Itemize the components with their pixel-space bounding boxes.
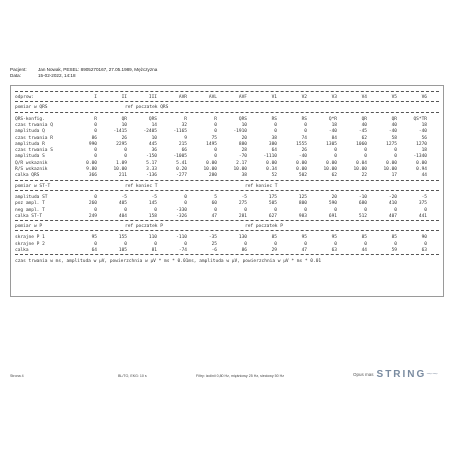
cell-v1: 0: [274, 122, 277, 128]
cell-i: 0: [94, 122, 97, 128]
cell-v6: 0.94: [416, 167, 427, 172]
cell-iii: 3.33: [146, 167, 157, 172]
cell-avl: -35: [208, 235, 217, 241]
cell-avr: -110: [176, 235, 187, 241]
cell-v2: 0: [304, 241, 307, 247]
cell-i: 0: [94, 129, 97, 135]
cell-ii: 405: [118, 201, 127, 207]
cell-i: 0: [94, 194, 97, 200]
cell-ii: QR: [121, 116, 127, 122]
cell-ii: 155: [118, 235, 127, 241]
cell-v6: 18: [421, 148, 427, 154]
cell-avf: 2.17: [236, 160, 247, 166]
cell-v4: 1060: [356, 141, 367, 147]
cell-v6: 0.00: [416, 160, 427, 166]
cell-avr: 5.41: [176, 160, 187, 166]
section-ref: ref poczatek QRS: [125, 105, 169, 111]
cell-avf: 28: [241, 148, 247, 154]
cell-avl: 0: [214, 154, 217, 160]
cell-v1: RS: [271, 116, 277, 122]
row-label: Q/R wskaznik: [15, 160, 48, 166]
cell-ii: 105: [118, 248, 127, 253]
cell-avf: 130: [238, 235, 247, 241]
cell-v2: 74: [301, 135, 307, 141]
qrs-row: [15, 142, 439, 148]
date-value: 15-02-2022, 14:18: [38, 73, 76, 78]
lead-label: odprow:: [15, 95, 34, 100]
cell-v3: 62: [331, 173, 337, 179]
brand-name: STRING: [376, 369, 427, 380]
cell-v4: 10.00: [353, 167, 367, 172]
cell-v3: 0: [334, 207, 337, 213]
cell-v3: 20: [331, 194, 337, 200]
qrs-row: [15, 117, 439, 123]
lead-avr: AVR: [178, 95, 187, 100]
cell-v2: -40: [298, 154, 307, 160]
cell-avf: 20: [241, 135, 247, 141]
patient-header: [10, 67, 157, 79]
dashed-rule: [15, 101, 439, 102]
cell-v5: -40: [388, 129, 397, 135]
cell-v4: -45: [358, 129, 367, 135]
cell-ii: 10.00: [113, 167, 127, 172]
cell-ii: -5: [121, 194, 127, 200]
st-row: [15, 195, 439, 201]
dashed-rule: [15, 180, 439, 181]
row-label: czas trwania Q: [15, 122, 53, 128]
row-label: R/S wskaznik: [15, 167, 48, 172]
p-row: [15, 235, 439, 241]
cell-v3: 84: [331, 135, 337, 141]
lead-v4: V4: [361, 95, 367, 100]
cell-v6: -1340: [413, 154, 427, 160]
cell-avf: 275: [238, 201, 247, 207]
cell-v5: 10.00: [383, 167, 397, 172]
cell-v4: 85: [361, 235, 367, 241]
lead-v1: V1: [271, 95, 277, 100]
qrs-row: [15, 154, 439, 160]
cell-avr: 9: [184, 135, 187, 141]
cell-v3: 0: [334, 154, 337, 160]
cell-v4: 44: [361, 248, 367, 253]
section-qrs: [15, 105, 439, 111]
lead-v3: V3: [331, 95, 337, 100]
cell-v5: 407: [388, 213, 397, 219]
cell-v2: 26: [301, 148, 307, 154]
cell-v5: 58: [391, 135, 397, 141]
cell-avl: R: [214, 116, 217, 122]
cell-avl: 1495: [206, 141, 217, 147]
cell-avl: 280: [208, 173, 217, 179]
dashed-rule: [15, 190, 439, 191]
cell-avf: 10.00: [233, 167, 247, 172]
cell-v3: 0: [334, 148, 337, 154]
cell-v5: 85: [391, 235, 397, 241]
cell-v2: 983: [298, 213, 307, 219]
cell-avr: 0: [184, 241, 187, 247]
cell-avl: 0.00: [206, 160, 217, 166]
cell-i: 990: [88, 141, 97, 147]
cell-avr: -277: [176, 173, 187, 179]
cell-v3: 0.00: [326, 160, 337, 166]
row-label: amplituda Q: [15, 129, 45, 135]
page-number: Strona 4: [10, 374, 24, 378]
cell-ii: -1415: [113, 129, 127, 135]
brand-logo: [353, 369, 438, 380]
cell-v4: 0.04: [356, 160, 367, 166]
section-title: pomiar w ST-T: [15, 183, 51, 189]
cell-ii: 10: [121, 122, 127, 128]
cell-ii: 26: [121, 135, 127, 141]
cell-avf: 0: [244, 207, 247, 213]
cell-avl: 0: [214, 148, 217, 154]
cell-v6: 56: [421, 135, 427, 141]
row-label: skrajne P 1: [15, 235, 45, 241]
cell-v4: 0: [364, 241, 367, 247]
cell-v4: 0: [364, 148, 367, 154]
st-row: [15, 208, 439, 214]
cell-ii: 0: [124, 154, 127, 160]
cell-avr: -74: [178, 248, 187, 253]
cell-v1: 505: [268, 201, 277, 207]
section-p: [15, 224, 439, 230]
cell-v6: 44: [421, 173, 427, 179]
qrs-row: [15, 123, 439, 129]
st-row: [15, 214, 439, 220]
cell-iii: 445: [148, 141, 157, 147]
row-label: amplituda S: [15, 154, 45, 160]
lead-v6: V6: [421, 95, 427, 100]
cell-avr: -1165: [173, 129, 187, 135]
cell-ii: 404: [118, 213, 127, 219]
cell-iii: QRS: [148, 116, 157, 122]
cell-v5: 59: [391, 248, 397, 253]
brand-wave: ~~: [426, 369, 438, 380]
cell-ii: 0: [124, 241, 127, 247]
section-ref: ref koniec T: [125, 183, 158, 189]
cell-v4: QR: [361, 116, 367, 122]
cell-i: 95: [91, 235, 97, 241]
section-ref: ref poczatek P: [125, 224, 163, 230]
cell-v1: 0: [274, 241, 277, 247]
cell-ii: 1.09: [116, 160, 127, 166]
cell-avf: -5: [241, 194, 247, 200]
cell-v1: 85: [271, 235, 277, 241]
cell-v2: 1555: [296, 141, 307, 147]
section-st: [15, 184, 439, 190]
cell-iii: -150: [146, 154, 157, 160]
cell-v6: 63: [421, 248, 427, 253]
lead-iii: III: [148, 95, 157, 100]
cell-iii: 36: [151, 148, 157, 154]
cell-avf: 10: [241, 122, 247, 128]
measurement-report: [10, 85, 444, 297]
st-row: [15, 201, 439, 207]
cell-v4: -10: [358, 194, 367, 200]
cell-v3: 95: [331, 235, 337, 241]
cell-avl: 0: [214, 129, 217, 135]
cell-avr: -330: [176, 207, 187, 213]
cell-avr: 0: [184, 201, 187, 207]
cell-v6: 1270: [416, 141, 427, 147]
cell-avl: -6: [211, 248, 217, 253]
section-ref-2: ref poczatek P: [245, 224, 283, 230]
cell-v3: 0: [334, 241, 337, 247]
cell-iii: 0: [154, 241, 157, 247]
cell-v5: 40: [391, 122, 397, 128]
qrs-row: [15, 173, 439, 179]
dashed-rule: [15, 91, 439, 92]
cell-v5: 0: [394, 241, 397, 247]
cell-ii: 211: [118, 173, 127, 179]
cell-v2: 0: [304, 122, 307, 128]
cell-avl: 47: [211, 213, 217, 219]
cell-v6: 90: [421, 235, 427, 241]
row-label: neg ampl. T: [15, 207, 45, 213]
cell-v5: QR: [391, 116, 397, 122]
cell-i: 86: [91, 135, 97, 141]
cell-avl: 0: [214, 122, 217, 128]
cell-avf: 0: [244, 241, 247, 247]
cell-avl: 60: [211, 201, 217, 207]
cell-iii: 81: [151, 248, 157, 253]
cell-v1: 0: [274, 207, 277, 213]
cell-iii: 0: [154, 207, 157, 213]
brand-prefix: Opus mas: [353, 372, 374, 377]
patient-value: Jan Nowak, PESEL: 8905270167, 27.05.1989, Mężczyzna: [38, 67, 158, 72]
cell-v2: 502: [298, 173, 307, 179]
cell-avr: 32: [181, 122, 187, 128]
qrs-row: [15, 129, 439, 135]
date-label: Data:: [10, 73, 21, 78]
cell-v3: 590: [328, 201, 337, 207]
cell-v2: 800: [298, 201, 307, 207]
dashed-rule: [15, 220, 439, 221]
cell-avl: 10.00: [203, 167, 217, 172]
cell-iii: -2405: [143, 129, 157, 135]
cell-v1: 64: [271, 148, 277, 154]
cell-avr: -326: [176, 213, 187, 219]
cell-iii: 158: [148, 213, 157, 219]
cell-v5: -20: [388, 194, 397, 200]
cell-v3: 691: [328, 213, 337, 219]
cell-avf: -70: [238, 154, 247, 160]
cell-avr: 0.20: [176, 167, 187, 172]
units-note: czas trwania w ms, amplituda w µV, powierzchnia w µV * ms * 0.01ms, amplituda w µV, powierzchnia w µV * ms * 0.01: [15, 259, 322, 265]
lead-ii: II: [121, 95, 127, 100]
cell-v5: 410: [388, 201, 397, 207]
cell-v4: 680: [358, 201, 367, 207]
cell-v4: 0: [364, 154, 367, 160]
cell-v2: 0: [304, 129, 307, 135]
row-label: calka ST-T: [15, 213, 43, 219]
cell-iii: -136: [146, 173, 157, 179]
dashed-rule: [15, 112, 439, 113]
p-row: [15, 242, 439, 248]
cell-v2: 0: [304, 207, 307, 213]
cell-iii: 14: [151, 122, 157, 128]
patient-label: Pacjent:: [10, 67, 27, 72]
p-row: [15, 248, 439, 254]
cell-i: 249: [88, 213, 97, 219]
cell-i: 64: [91, 248, 97, 253]
cell-v3: 18: [331, 122, 337, 128]
cell-avr: 215: [178, 141, 187, 147]
filter-settings: Filtry: izolinii 0,80 Hz, mięśniowy 25 Hz, sieciowy 50 Hz: [196, 374, 285, 378]
cell-v4: 22: [361, 173, 367, 179]
cell-v3: -40: [328, 129, 337, 135]
row-label: calka: [15, 248, 29, 253]
cell-v3: Q*R: [328, 116, 337, 122]
qrs-row: [15, 161, 439, 167]
cell-v1: 29: [271, 248, 277, 253]
cell-i: 0: [94, 148, 97, 154]
cell-v2: 47: [301, 248, 307, 253]
cell-v2: 95: [301, 235, 307, 241]
row-label: skrajne P 2: [15, 241, 45, 247]
dashed-rule: [15, 230, 439, 231]
section-ref-2: ref koniec T: [245, 183, 278, 189]
cell-v3: 10.00: [323, 167, 337, 172]
cell-avf: -1910: [233, 129, 247, 135]
cell-v6: 18: [421, 122, 427, 128]
cell-v2: 125: [298, 194, 307, 200]
lead-i: I: [94, 95, 97, 100]
cell-v6: 375: [418, 201, 427, 207]
cell-v6: 0: [424, 241, 427, 247]
cell-v3: 63: [331, 248, 337, 253]
dashed-rule: [15, 254, 439, 255]
cell-avr: -1005: [173, 154, 187, 160]
cell-avl: 25: [211, 241, 217, 247]
row-label: QRS-konfig.: [15, 116, 45, 122]
row-label: czas trwania R: [15, 135, 53, 141]
cell-iii: 110: [148, 235, 157, 241]
cell-v4: 62: [361, 135, 367, 141]
recording-info: BL/TO, EKG: 10 s: [118, 374, 147, 378]
cell-i: 9.80: [86, 167, 97, 172]
cell-v6: 441: [418, 213, 427, 219]
cell-avr: 0: [184, 194, 187, 200]
cell-v2: RS: [301, 116, 307, 122]
cell-avf: 880: [238, 141, 247, 147]
cell-v4: 40: [361, 122, 367, 128]
cell-i: 0: [94, 154, 97, 160]
cell-i: 260: [88, 201, 97, 207]
cell-ii: 0: [124, 148, 127, 154]
lead-v5: V5: [391, 95, 397, 100]
cell-v1: 0.00: [266, 160, 277, 166]
lead-avf: AVF: [238, 95, 247, 100]
cell-ii: 2295: [116, 141, 127, 147]
cell-avr: R: [184, 116, 187, 122]
row-label: amplituda R: [15, 141, 45, 147]
cell-v5: 0: [394, 148, 397, 154]
cell-avl: 5: [214, 194, 217, 200]
lead-header-row: [15, 95, 439, 101]
lead-v2: V2: [301, 95, 307, 100]
cell-v1: 627: [268, 213, 277, 219]
cell-v2: 0.00: [296, 160, 307, 166]
cell-v5: 0: [394, 207, 397, 213]
cell-iii: -5: [151, 194, 157, 200]
cell-iii: 10: [151, 135, 157, 141]
cell-v1: 0.34: [266, 167, 277, 172]
row-label: amplituda ST: [15, 194, 48, 200]
cell-avf: 281: [238, 213, 247, 219]
qrs-row: [15, 136, 439, 142]
cell-v1: 380: [268, 141, 277, 147]
section-title: pomiar w P: [15, 224, 43, 230]
row-label: poz ampl. T: [15, 201, 45, 207]
cell-i: 0: [94, 241, 97, 247]
cell-i: 366: [88, 173, 97, 179]
cell-iii: 5.17: [146, 160, 157, 166]
cell-ii: 0: [124, 207, 127, 213]
lead-avl: AVL: [208, 95, 217, 100]
cell-avr: 66: [181, 148, 187, 154]
cell-v3: 1305: [326, 141, 337, 147]
cell-i: R: [94, 116, 97, 122]
cell-v6: 0: [424, 207, 427, 213]
cell-v5: 0.00: [386, 160, 397, 166]
cell-v4: 512: [358, 213, 367, 219]
cell-v6: -40: [418, 129, 427, 135]
cell-v6: -5: [421, 194, 427, 200]
cell-v1: 175: [268, 194, 277, 200]
cell-v1: 52: [271, 173, 277, 179]
cell-v2: 0.00: [296, 167, 307, 172]
row-label: calka QRS: [15, 173, 40, 179]
cell-v4: 0: [364, 207, 367, 213]
qrs-row: [15, 148, 439, 154]
row-label: czas trwania S: [15, 148, 53, 154]
cell-v1: 0: [274, 129, 277, 135]
cell-v5: 0: [394, 154, 397, 160]
cell-i: 0: [94, 207, 97, 213]
cell-avf: QRS: [238, 116, 247, 122]
cell-v6: QS*TR: [413, 116, 427, 122]
cell-avl: 75: [211, 135, 217, 141]
section-title: pomiar w QRS: [15, 105, 48, 111]
cell-v5: 1275: [386, 141, 397, 147]
cell-v1: 38: [271, 135, 277, 141]
qrs-row: [15, 167, 439, 173]
cell-i: 0.00: [86, 160, 97, 166]
cell-avf: 86: [241, 248, 247, 253]
cell-avl: 0: [214, 207, 217, 213]
cell-avf: 38: [241, 173, 247, 179]
units-footnote: [15, 259, 439, 265]
cell-v5: 17: [391, 173, 397, 179]
cell-iii: 145: [148, 201, 157, 207]
cell-v1: -1110: [263, 154, 277, 160]
